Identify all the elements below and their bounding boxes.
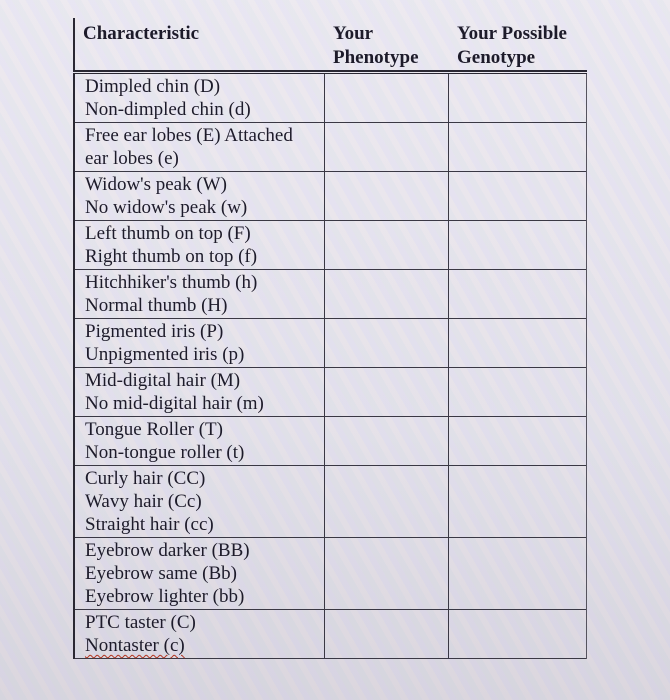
trait-text: ear lobes (e)	[85, 148, 179, 169]
trait-text: Dimpled chin (D)	[85, 76, 221, 97]
trait-text: Unpigmented iris (p)	[85, 344, 245, 365]
header-phenotype	[333, 22, 443, 70]
trait-text: Eyebrow darker (BB)	[85, 540, 250, 561]
trait-text: No widow's peak (w)	[85, 197, 248, 218]
trait-text: No mid-digital hair (m)	[85, 393, 264, 414]
header-genotype-line1: Your Possible	[457, 23, 567, 44]
genetics-traits-table	[73, 18, 587, 659]
table-row	[75, 74, 586, 123]
table-row	[75, 319, 586, 368]
trait-text: Free ear lobes (E) Attached	[85, 125, 293, 146]
table-header	[73, 18, 587, 70]
table-row	[75, 466, 586, 538]
trait-text: Mid-digital hair (M)	[85, 370, 241, 391]
table-row	[75, 368, 586, 417]
trait-text: Hitchhiker's thumb (h)	[85, 272, 258, 293]
table-row	[75, 538, 586, 610]
trait-text: Non-tongue roller (t)	[85, 442, 245, 463]
trait-text: Right thumb on top (f)	[85, 246, 258, 267]
table-row	[75, 417, 586, 466]
trait-text: Non-dimpled chin (d)	[85, 99, 251, 120]
header-phenotype-line1: Your	[333, 23, 374, 44]
table-row	[75, 221, 586, 270]
trait-text: Pigmented iris (P)	[85, 321, 224, 342]
trait-text: Tongue Roller (T)	[85, 419, 223, 440]
header-genotype	[457, 22, 589, 70]
trait-text: Normal thumb (H)	[85, 295, 228, 316]
trait-text: Straight hair (cc)	[85, 514, 214, 535]
header-characteristic: Characteristic	[83, 23, 200, 44]
trait-text: Eyebrow same (Bb)	[85, 563, 237, 584]
trait-text: Left thumb on top (F)	[85, 223, 251, 244]
table-row	[75, 270, 586, 319]
trait-text: Widow's peak (W)	[85, 174, 227, 195]
trait-text: Curly hair (CC)	[85, 468, 206, 489]
trait-text: Wavy hair (Cc)	[85, 491, 202, 512]
table-row	[75, 123, 586, 172]
trait-text: Eyebrow lighter (bb)	[85, 586, 245, 607]
header-phenotype-line2: Phenotype	[333, 47, 419, 68]
header-genotype-line2: Genotype	[457, 47, 536, 68]
table-row	[75, 172, 586, 221]
trait-text: PTC taster (C)	[85, 612, 196, 633]
table-body	[73, 74, 587, 659]
trait-text: Nontaster (c)	[85, 635, 185, 656]
table-row	[75, 610, 586, 659]
